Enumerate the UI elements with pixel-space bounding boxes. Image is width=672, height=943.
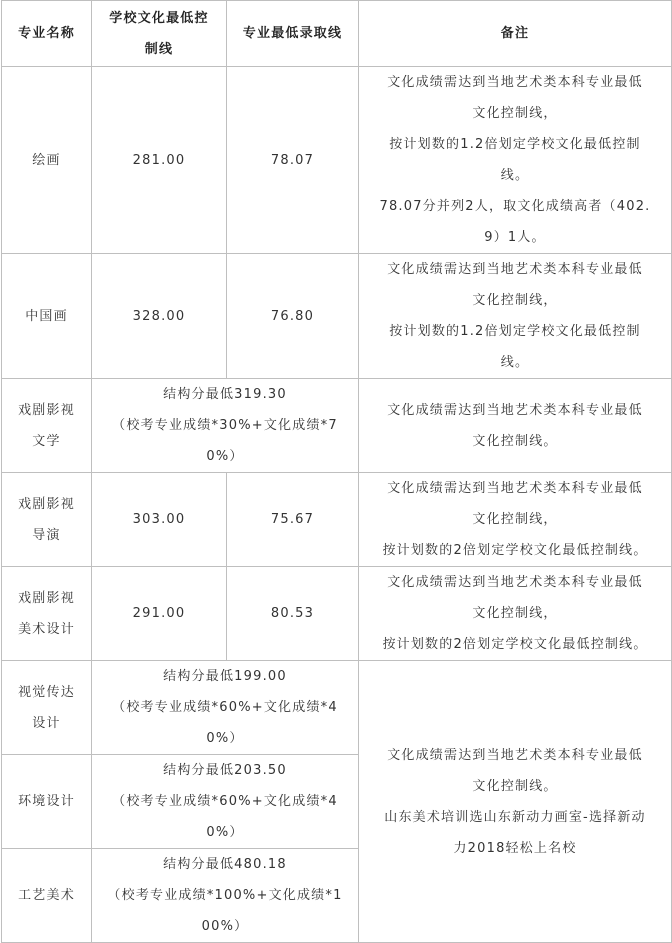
- admission-score-table: [1, 0, 672, 943]
- culture-min-cell: 291.00: [92, 567, 227, 661]
- major-name-cell: 环境设计: [2, 755, 92, 849]
- structure-score-cell: 结构分最低480.18 （校考专业成绩*100%+文化成绩*1 00%）: [92, 849, 359, 943]
- table-row: [2, 661, 672, 755]
- note-cell: 文化成绩需达到当地艺术类本科专业最低 文化控制线， 按计划数的2倍划定学校文化最低控制线。: [359, 473, 672, 567]
- major-name-cell: 视觉传达 设计: [2, 661, 92, 755]
- major-min-cell: 76.80: [227, 254, 359, 379]
- header-culture-min: 学校文化最低控 制线: [92, 1, 227, 67]
- major-min-cell: 80.53: [227, 567, 359, 661]
- header-note: 备注: [359, 1, 672, 67]
- culture-min-cell: 328.00: [92, 254, 227, 379]
- table-row: [2, 473, 672, 567]
- table-row: [2, 379, 672, 473]
- major-name-cell: 戏剧影视 导演: [2, 473, 92, 567]
- major-name-cell: 中国画: [2, 254, 92, 379]
- major-name-cell: 戏剧影视 美术设计: [2, 567, 92, 661]
- header-major-name: 专业名称: [2, 1, 92, 67]
- table-row: [2, 67, 672, 254]
- note-cell: 文化成绩需达到当地艺术类本科专业最低 文化控制线， 按计划数的1.2倍划定学校文化最低控制 线。: [359, 254, 672, 379]
- major-name-cell: 绘画: [2, 67, 92, 254]
- header-major-min: 专业最低录取线: [227, 1, 359, 67]
- major-min-cell: 75.67: [227, 473, 359, 567]
- structure-score-cell: 结构分最低319.30 （校考专业成绩*30%+文化成绩*7 0%）: [92, 379, 359, 473]
- note-cell: 文化成绩需达到当地艺术类本科专业最低 文化控制线。: [359, 379, 672, 473]
- structure-score-cell: 结构分最低199.00 （校考专业成绩*60%+文化成绩*4 0%）: [92, 661, 359, 755]
- table-row: [2, 567, 672, 661]
- major-min-cell: 78.07: [227, 67, 359, 254]
- table-row: [2, 254, 672, 379]
- major-name-cell: 工艺美术: [2, 849, 92, 943]
- note-cell: 文化成绩需达到当地艺术类本科专业最低 文化控制线， 按计划数的2倍划定学校文化最低控制线。: [359, 567, 672, 661]
- major-name-cell: 戏剧影视 文学: [2, 379, 92, 473]
- structure-score-cell: 结构分最低203.50 （校考专业成绩*60%+文化成绩*4 0%）: [92, 755, 359, 849]
- note-cell: 文化成绩需达到当地艺术类本科专业最低 文化控制线， 按计划数的1.2倍划定学校文化最低控制 线。 78.07分并列2人，取文化成绩高者（402. 9）1人。: [359, 67, 672, 254]
- shared-note-cell: 文化成绩需达到当地艺术类本科专业最低 文化控制线。 山东美术培训选山东新动力画室-选择新动 力2018轻松上名校: [359, 661, 672, 943]
- culture-min-cell: 303.00: [92, 473, 227, 567]
- culture-min-cell: 281.00: [92, 67, 227, 254]
- table-header-row: [2, 1, 672, 67]
